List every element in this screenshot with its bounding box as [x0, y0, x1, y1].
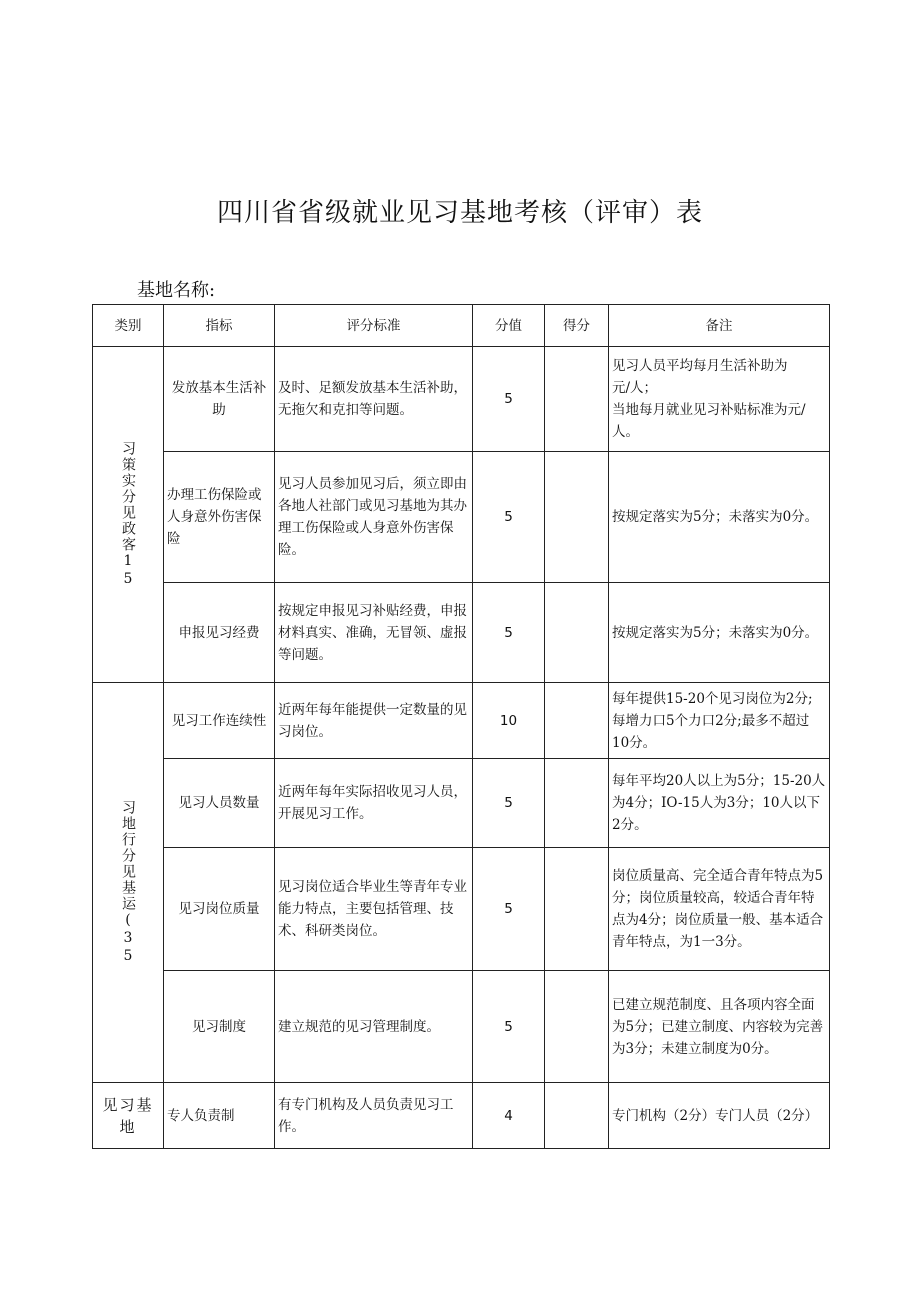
indicator-cell: 发放基本生活补助	[164, 347, 275, 452]
note-cell: 每年提供15-20个见习岗位为2分;每增力口5个力口2分;最多不超过10分。	[609, 683, 830, 759]
category-cell	[93, 683, 164, 1083]
indicator-cell: 见习人员数量	[164, 759, 275, 848]
header-indicator: 指标	[164, 305, 275, 347]
indicator-cell: 申报见习经费	[164, 583, 275, 683]
table-row	[93, 347, 830, 452]
table-row	[93, 683, 830, 759]
indicator-cell: 见习工作连续性	[164, 683, 275, 759]
score-cell: 5	[473, 971, 545, 1083]
standard-cell: 近两年每年能提供一定数量的见习岗位。	[275, 683, 473, 759]
category-label: 习地行分见基运(35	[120, 799, 136, 966]
score-cell: 5	[473, 848, 545, 971]
note-cell: 专门机构（2分）专门人员（2分）	[609, 1083, 830, 1149]
category-cell: 见习基地	[93, 1083, 164, 1149]
standard-cell: 近两年每年实际招收见习人员，开展见习工作。	[275, 759, 473, 848]
note-cell: 见习人员平均每月生活补助为 元/人； 当地每月就业见习补贴标准为元/人。	[609, 347, 830, 452]
indicator-cell: 见习岗位质量	[164, 848, 275, 971]
got-cell	[545, 1083, 609, 1149]
score-cell: 10	[473, 683, 545, 759]
standard-cell: 见习岗位适合毕业生等青年专业能力特点，主要包括管理、技术、科研类岗位。	[275, 848, 473, 971]
score-cell: 5	[473, 759, 545, 848]
header-category: 类别	[93, 305, 164, 347]
table-row	[93, 1083, 830, 1149]
got-cell	[545, 452, 609, 583]
score-cell: 5	[473, 452, 545, 583]
indicator-cell: 办理工伤保险或人身意外伤害保险	[164, 452, 275, 583]
header-standard: 评分标准	[275, 305, 473, 347]
score-cell: 4	[473, 1083, 545, 1149]
category-label: 习策实分见政客15	[120, 440, 136, 589]
standard-cell: 见习人员参加见习后，须立即由各地人社部门或见习基地为其办理工伤保险或人身意外伤害保险。	[275, 452, 473, 583]
base-name-label: 基地名称:	[137, 280, 216, 301]
table-row	[93, 971, 830, 1083]
header-note: 备注	[609, 305, 830, 347]
standard-cell: 按规定申报见习补贴经费，申报材料真实、准确，无冒领、虚报等问题。	[275, 583, 473, 683]
category-cell	[93, 347, 164, 683]
standard-cell: 及时、足额发放基本生活补助，无拖欠和克扣等问题。	[275, 347, 473, 452]
table-row	[93, 583, 830, 683]
note-cell: 已建立规范制度、且各项内容全面为5分；已建立制度、内容较为完善为3分；未建立制度为0分。	[609, 971, 830, 1083]
table-row	[93, 452, 830, 583]
score-cell: 5	[473, 347, 545, 452]
table-row	[93, 759, 830, 848]
assessment-table	[92, 304, 830, 1149]
got-cell	[545, 683, 609, 759]
header-score: 分值	[473, 305, 545, 347]
got-cell	[545, 971, 609, 1083]
got-cell	[545, 848, 609, 971]
got-cell	[545, 583, 609, 683]
got-cell	[545, 759, 609, 848]
got-cell	[545, 347, 609, 452]
note-cell: 每年平均20人以上为5分；15-20人为4分；IO-15人为3分；10人以下2分。	[609, 759, 830, 848]
indicator-cell: 专人负责制	[164, 1083, 275, 1149]
standard-cell: 建立规范的见习管理制度。	[275, 971, 473, 1083]
note-cell: 按规定落实为5分；未落实为0分。	[609, 452, 830, 583]
note-cell: 岗位质量高、完全适合青年特点为5分；岗位质量较高，较适合青年特点为4分；岗位质量一般、基本适合青年特点，为1一3分。	[609, 848, 830, 971]
standard-cell: 有专门机构及人员负责见习工作。	[275, 1083, 473, 1149]
table-row	[93, 848, 830, 971]
score-cell: 5	[473, 583, 545, 683]
indicator-cell: 见习制度	[164, 971, 275, 1083]
note-cell: 按规定落实为5分；未落实为0分。	[609, 583, 830, 683]
page-title: 四川省省级就业见习基地考核（评审）表	[216, 198, 703, 228]
header-got: 得分	[545, 305, 609, 347]
header-row	[93, 305, 830, 347]
